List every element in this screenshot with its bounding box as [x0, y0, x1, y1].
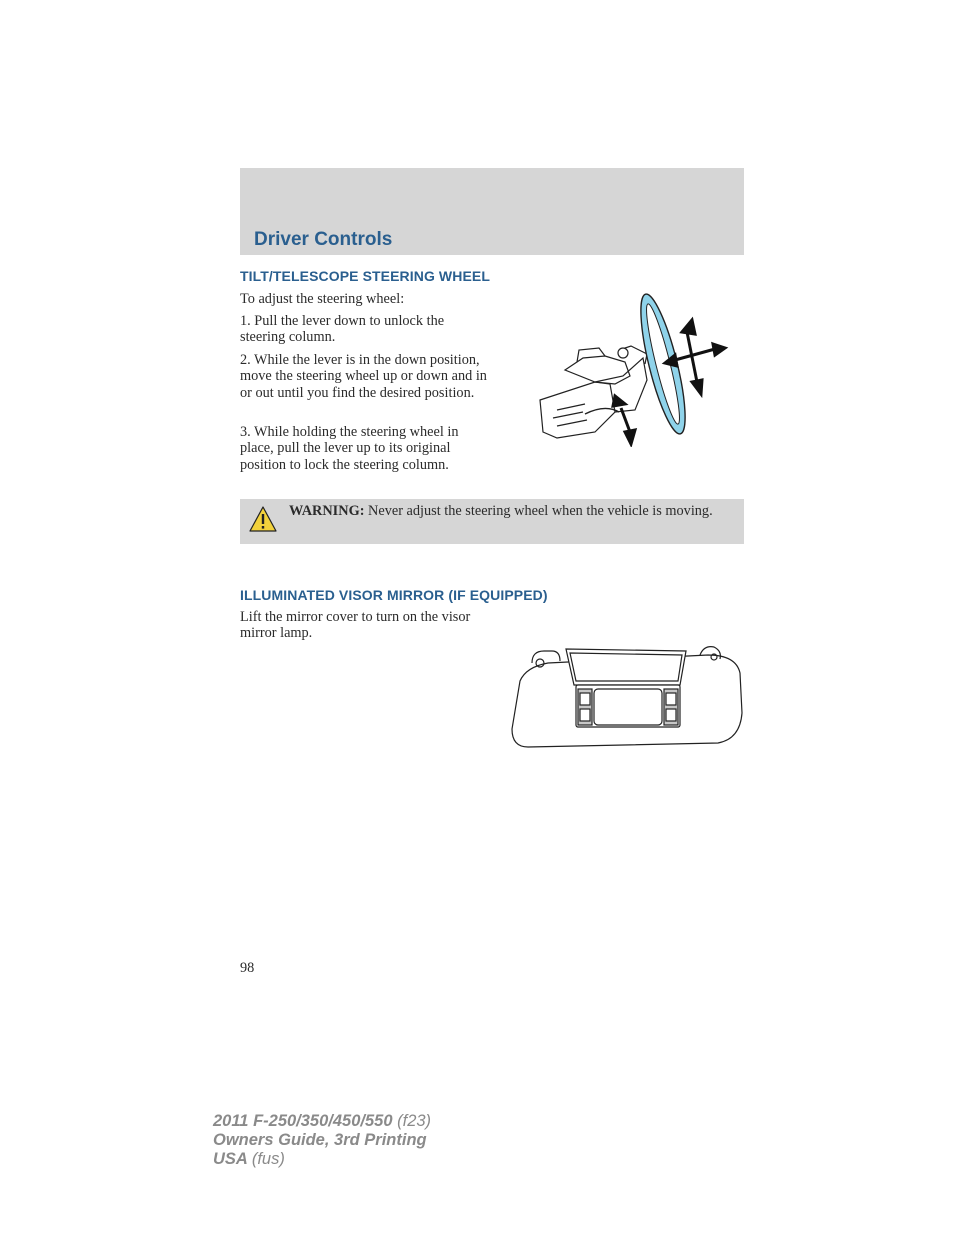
page-number: 98: [240, 960, 255, 976]
section-heading-steering-wheel: TILT/TELESCOPE STEERING WHEEL: [240, 268, 490, 284]
footer-line-3: [213, 1150, 431, 1169]
document-footer: [213, 1112, 431, 1169]
warning-text-block: [289, 503, 735, 519]
footer-line-1: [213, 1112, 431, 1131]
footer-model: 2011 F-250/350/450/550: [213, 1112, 393, 1130]
warning-box: [240, 499, 744, 544]
steering-wheel-illustration: [535, 292, 730, 447]
visor-mirror-text: Lift the mirror cover to turn on the visor mirror lamp.: [240, 609, 471, 642]
footer-region: USA: [213, 1150, 248, 1168]
footer-line-2: Owners Guide, 3rd Printing: [213, 1131, 427, 1149]
warning-message: Never adjust the steering wheel when the vehicle is moving.: [368, 503, 713, 519]
steering-intro-text: To adjust the steering wheel:: [240, 291, 405, 307]
steering-step-2: 2. While the lever is in the down position, move the steering wheel up or down and in or out until you find the desired position.: [240, 352, 487, 401]
warning-label: WARNING:: [289, 503, 365, 519]
chapter-title: Driver Controls: [254, 229, 393, 250]
footer-region-code: (fus): [251, 1150, 285, 1168]
chapter-header-band: [240, 168, 744, 255]
warning-triangle-icon: [248, 505, 278, 533]
visor-mirror-illustration: [508, 643, 744, 751]
footer-model-code: (f23): [397, 1112, 432, 1130]
section-heading-visor-mirror: ILLUMINATED VISOR MIRROR (IF EQUIPPED): [240, 587, 548, 603]
steering-step-1: 1. Pull the lever down to unlock the steering column.: [240, 313, 445, 346]
steering-step-3: 3. While holding the steering wheel in place, pull the lever up to its original position to lock the steering column.: [240, 424, 459, 473]
